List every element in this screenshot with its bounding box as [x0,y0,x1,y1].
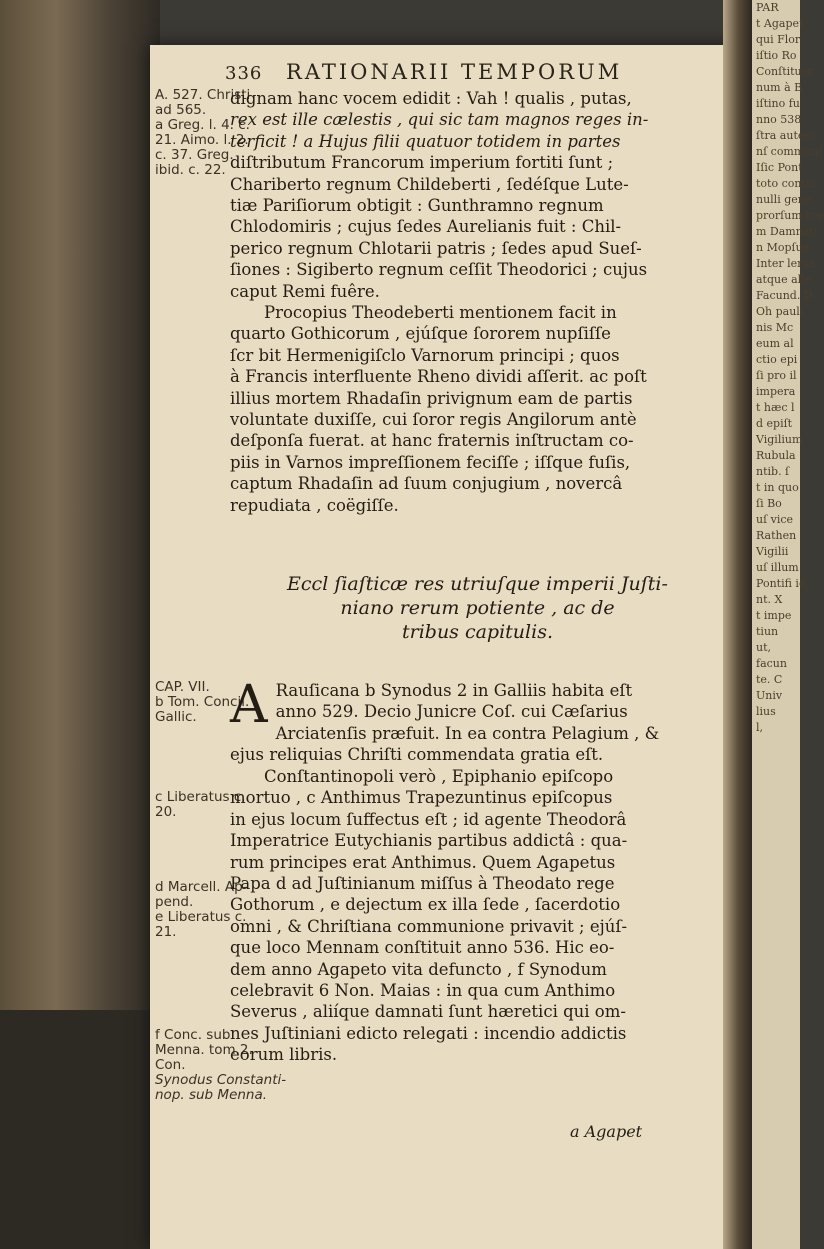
text-line: tiæ Pariſiorum obtigit : Gunthramno regnum [230,196,604,216]
text-line: Procopius Theodeberti mentionem facit in [264,303,617,322]
side-note-line: a Greg. l. 4. c. [155,117,250,133]
next-page-fragment: ntib. ſ [756,465,790,478]
next-page-fragment: te. C [756,673,783,686]
text-line: anno 529. Decio Junicre Coſ. cui Cæſarius [275,702,628,722]
next-page-fragment: lius [756,705,776,718]
next-page-fragment: n Mopſue [756,241,810,254]
text-line: dem anno Agapeto vita defuncto , f Synodum [230,959,607,979]
next-page-fragment: Iſic Pont [756,161,803,174]
text-line: Arciatenſis præfuit. In ea contra Pelagium , & [275,723,660,743]
next-page-fragment: t impe [756,609,792,622]
next-page-fragment: m Damnati [756,225,818,238]
section-title-line: Eccl ſiaſticæ res utriuſque imperii Juſti- [287,573,668,595]
next-page-fragment: ut, [756,641,772,654]
text-line: Imperatrice Eutychianis partibus addictâ : qua- [230,831,628,851]
next-page-fragment: uſ vice [756,513,794,526]
drop-cap: A [230,675,268,735]
text-line: dignam hanc vocem edidit : Vah ! qualis , putas, [230,89,632,108]
next-page-fragment: Conſtituer [756,65,814,78]
side-note-line: 21. [155,924,177,940]
next-page-fragment: t Agapet [756,17,804,30]
text-line: quarto Gothicorum , ejúſque ſororem nupſiſſe [230,324,611,344]
text-line: ſiones : Sigiberto regnum ceſſit Theodorici ; cujus [230,260,648,280]
next-page-fragment: Rathen [756,529,797,542]
next-page-fragment: ſi Bo [756,497,782,510]
next-page-fragment: nis Mc [756,321,794,334]
next-page-fragment: tiun [756,625,779,638]
text-line: nes Juſtiniani edicto relegati : incendio addictis [230,1023,627,1043]
next-page-fragment: facun [756,657,787,670]
section-title-line: tribus capitulis. [401,621,553,643]
side-note-line: Con. [155,1057,186,1073]
text-line: diſtributum Francorum imperium fortiti ſunt ; [230,153,614,173]
text-line: terficit ! a Hujus filii quatuor totidem in partes [230,131,621,151]
next-page-fragment: qui Flor [756,33,801,46]
next-page-fragment: t in quo [756,481,799,494]
next-page-fragment: Pontifi id [756,577,806,590]
next-page-fragment: ctio epi [756,353,798,366]
text-line: omni , & Chriſtiana communione privavit ; ejúſ- [230,916,628,936]
side-note-line: d Marcell. Ap- [155,879,248,895]
side-note-line: nop. sub Menna. [155,1087,268,1103]
text-line: rex est ille cælestis , qui sic tam magnos reges in- [230,110,649,130]
text-line: à Francis interfluente Rheno dividi aſſerit. ac poſt [230,367,647,387]
next-page-fragment: d epiſt [756,417,793,430]
side-note-line: pend. [155,894,194,910]
paragraph-3 [230,675,725,766]
next-page-fragment: toto contra [756,177,818,190]
side-note-line: Menna. tom.2. [155,1042,253,1058]
side-note-line: c Liberatus c. [155,789,246,805]
text-line: Papa d ad Juſtinianum miſſus à Theodato rege [230,874,615,894]
text-line: Rauſicana b Synodus 2 in Galliis habita eſt [275,681,633,700]
next-page-fragment: l, [756,721,764,734]
text-line: mortuo , c Anthimus Trapezuntinus epiſcopus [230,788,613,808]
next-page-fragment: prorſum bre [756,209,824,222]
next-page-fragment: Oh pauli [756,305,804,318]
next-page-fragment: iſtino fu [756,97,800,110]
next-page-fragment: iſtio Ro [756,49,797,62]
side-note-line: 21. Aimo. l. 2. [155,132,249,148]
next-page-fragment: nſ communi [756,145,822,158]
side-note-line: Synodus Constanti- [155,1072,287,1088]
page-gutter [723,0,753,1249]
next-page-fragment: Inter lerun [756,257,817,270]
text-line: illius mortem Rhadaſin privignum eam de partis [230,388,633,408]
paragraph-2 [230,302,725,516]
next-page-fragment: Rubula [756,449,796,462]
next-page-fragment: impera [756,385,796,398]
side-note-line: CAP. VII. [155,679,210,695]
text-line: celebravit 6 Non. Maias : in qua cum Anthimo [230,981,616,1001]
text-line: Gothorum , e dejectum ex illa ſede , ſacerdotio [230,895,621,915]
text-line: perico regnum Chlotarii patris ; ſedes apud Sueſ- [230,238,642,258]
section-title-line: niano rerum potiente , ac de [340,597,615,619]
text-line: piis in Varnos impreſſionem feciſſe ; iſſque fuſis, [230,452,631,472]
text-line: ejus reliquias Chriſti commendata gratia eſt. [230,745,604,765]
text-line: Conſtantinopoli verò , Epiphanio epiſcopo [264,767,614,786]
page-header [225,60,745,84]
section-title [230,572,725,644]
side-note-line: 20. [155,804,177,820]
next-page-fragment: eum al [756,337,794,350]
next-page-fragment: Facund. D [756,289,813,302]
next-page-fragment: PAR [756,1,779,14]
catchword: a Agapet [570,1122,643,1141]
text-line: ſcr bit Hermenigiſclo Varnorum principi ; quos [230,345,620,365]
text-line: Severus , aliíque damnati ſunt hæretici qui om- [230,1002,626,1022]
text-line: eorum libris. [230,1045,338,1065]
next-page-fragment: t hæc l [756,401,795,414]
next-page-fragment: uſ illum [756,561,799,574]
side-note-line: ad 565. [155,102,207,118]
next-page-fragment: ſi pro il [756,369,797,382]
text-line: Chariberto regnum Childeberti , ſedéſque Lute- [230,174,629,194]
text-line: rum principes erat Anthimus. Quem Agapetus [230,852,616,872]
page-number: 336 [225,63,263,84]
paragraph-1 [230,88,725,302]
text-line: que loco Mennam conſtituit anno 536. Hic eo- [230,938,615,958]
text-line: deſponſa fuerat. at hanc fraternis inſtructam co- [230,431,634,451]
next-page-edge [752,0,824,1249]
text-line: caput Remi fuêre. [230,281,380,301]
side-note-line: ibid. c. 22. [155,162,226,178]
next-page-fragment: atque alle [756,273,812,286]
running-title: RATIONARII TEMPORUM [286,60,623,84]
next-page-fragment: num à B [756,81,803,94]
next-page-fragment: Vigilium [756,433,803,446]
text-line: voluntate duxiſſe, cui ſoror regis Angilorum antè [230,410,637,430]
next-page-fragment: nulli gene [756,193,812,206]
paragraph-4 [230,766,725,1066]
next-page-fragment: nt. X [756,593,783,606]
next-page-fragment: ſtra autem [756,129,815,142]
text-line: captum Rhadaſin ad ſuum conjugium , novercâ [230,474,623,494]
side-note-line: Gallic. [155,709,197,725]
text-line: repudiata , coëgiſſe. [230,495,399,515]
text-line: Chlodomiris ; cujus ſedes Aurelianis fuit : Chil- [230,217,622,237]
side-note-line: c. 37. Greg. [155,147,234,163]
side-note-line: f Conc. sub [155,1027,231,1043]
next-page-fragment: nno 538. [756,113,805,126]
next-page-fragment: Vigilii [756,545,789,558]
side-note-line: b Tom. Concil. [155,694,250,710]
side-note-line: e Liberatus c. [155,909,247,925]
next-page-fragment: Univ [756,689,783,702]
side-note-line: A. 527. Christi [155,87,251,103]
text-line: in ejus locum ſuffectus eſt ; id agente Theodorâ [230,809,627,829]
